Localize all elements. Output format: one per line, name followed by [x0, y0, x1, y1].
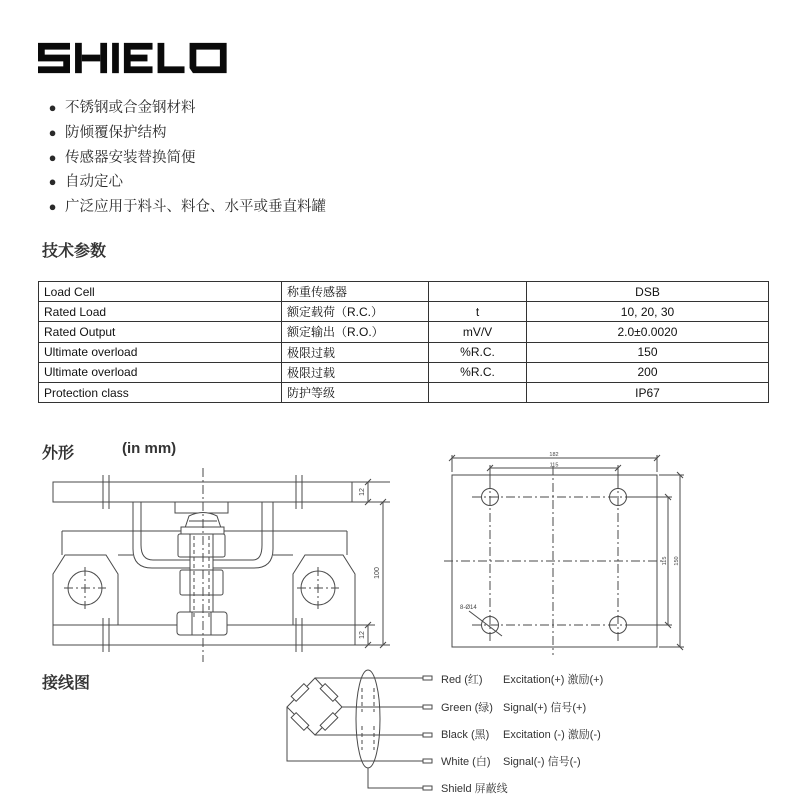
front-view-drawing [30, 465, 400, 670]
wire-func-label: Signal(+) 信号(+) [503, 702, 587, 714]
terminal-icon [423, 759, 432, 763]
wire-color-label: Green (绿) [441, 702, 493, 714]
feature-item [40, 170, 326, 195]
strain-gauge-icon [320, 684, 338, 702]
feature-text: 防倾覆保护结构 [65, 124, 167, 141]
feature-text: 不锈钢或合金钢材料 [65, 100, 196, 116]
spec-en: Load Cell [39, 282, 282, 302]
feature-item [40, 146, 326, 171]
table-row [39, 282, 769, 302]
spec-en: Rated Load [39, 302, 282, 322]
spec-table [38, 281, 769, 403]
dim-hole-span-v: 115 [662, 556, 668, 566]
spec-en: Ultimate overload [39, 342, 282, 362]
wire-color-label: Red (红) [441, 674, 483, 686]
feature-item [40, 121, 326, 146]
terminal-icon [423, 705, 432, 709]
spec-en: Ultimate overload [39, 362, 282, 382]
bullet-icon: ● [48, 174, 57, 190]
bullet-icon: ● [48, 124, 57, 140]
spec-zh: 额定载荷（R.C.） [282, 302, 429, 322]
table-row [39, 322, 769, 342]
wire-func-label: Excitation(+) 激励(+) [503, 674, 604, 686]
wire-white [287, 707, 423, 761]
spec-zh: 极限过载 [282, 342, 429, 362]
strain-gauge-icon [291, 713, 309, 731]
outline-section-title [42, 440, 177, 463]
dim-plate-width: 182 [549, 452, 559, 458]
spec-value: 10, 20, 30 [527, 302, 769, 322]
wire-func-label: Excitation (-) 激励(-) [503, 729, 601, 741]
hole-callout-label: 8-Ø14 [460, 605, 477, 611]
spec-unit: t [429, 302, 527, 322]
outline-title-text: 外形 [42, 445, 75, 462]
feature-item [40, 96, 326, 121]
dim-plate-depth: 150 [674, 556, 680, 566]
spec-unit [429, 282, 527, 302]
table-row [39, 382, 769, 402]
top-view-drawing [440, 448, 750, 660]
wiring-diagram [260, 660, 780, 800]
terminal-icon [423, 676, 432, 680]
terminal-icon [423, 733, 432, 737]
spec-unit: %R.C. [429, 362, 527, 382]
dim-hole-span-h: 115 [549, 462, 559, 469]
dim-plate-top: 12 [359, 488, 366, 496]
feature-text: 自动定心 [65, 174, 123, 191]
feature-list [40, 96, 326, 220]
spec-value: 150 [527, 342, 769, 362]
wire-color-label: Black (黑) [441, 729, 490, 741]
dim-plate-bottom: 12 [359, 631, 366, 639]
outline-unit-label: (in mm) [122, 440, 177, 457]
spec-unit: %R.C. [429, 342, 527, 362]
specs-section-title: 技术参数 [42, 243, 107, 260]
terminal-icon [423, 786, 432, 790]
wire-lines [315, 678, 423, 735]
bullet-icon: ● [48, 149, 57, 165]
spec-zh: 额定输出（R.O.） [282, 322, 429, 342]
spec-value: DSB [527, 282, 769, 302]
spec-unit: mV/V [429, 322, 527, 342]
bridge-outline [287, 678, 342, 735]
wire-color-label: Shield 屏蔽线 [441, 783, 508, 795]
feature-item [40, 195, 326, 220]
spec-zh: 防护等级 [282, 382, 429, 402]
strain-gauge-icon [291, 684, 309, 702]
spec-value: 2.0±0.0020 [527, 322, 769, 342]
bullet-icon: ● [48, 199, 57, 215]
dim-overall-height: 100 [374, 567, 381, 579]
spec-value: IP67 [527, 382, 769, 402]
wire-func-label: Signal(-) 信号(-) [503, 756, 581, 768]
wire-color-label: White (白) [441, 756, 491, 768]
spec-en: Protection class [39, 382, 282, 402]
feature-text: 广泛应用于料斗、料仓、水平或垂直料罐 [65, 199, 326, 216]
spec-en: Rated Output [39, 322, 282, 342]
cable-sheath-icon [356, 670, 380, 768]
table-row [39, 302, 769, 322]
spec-zh: 称重传感器 [282, 282, 429, 302]
spec-zh: 极限过载 [282, 362, 429, 382]
shield-logo [38, 38, 230, 78]
table-row [39, 362, 769, 382]
spec-unit [429, 382, 527, 402]
bullet-icon: ● [48, 100, 57, 115]
spec-value: 200 [527, 362, 769, 382]
feature-text: 传感器安装替换简便 [65, 149, 196, 166]
table-row [39, 342, 769, 362]
strain-gauge-icon [320, 713, 338, 731]
wire-shield [368, 768, 423, 788]
wiring-section-title: 接线图 [42, 675, 91, 692]
